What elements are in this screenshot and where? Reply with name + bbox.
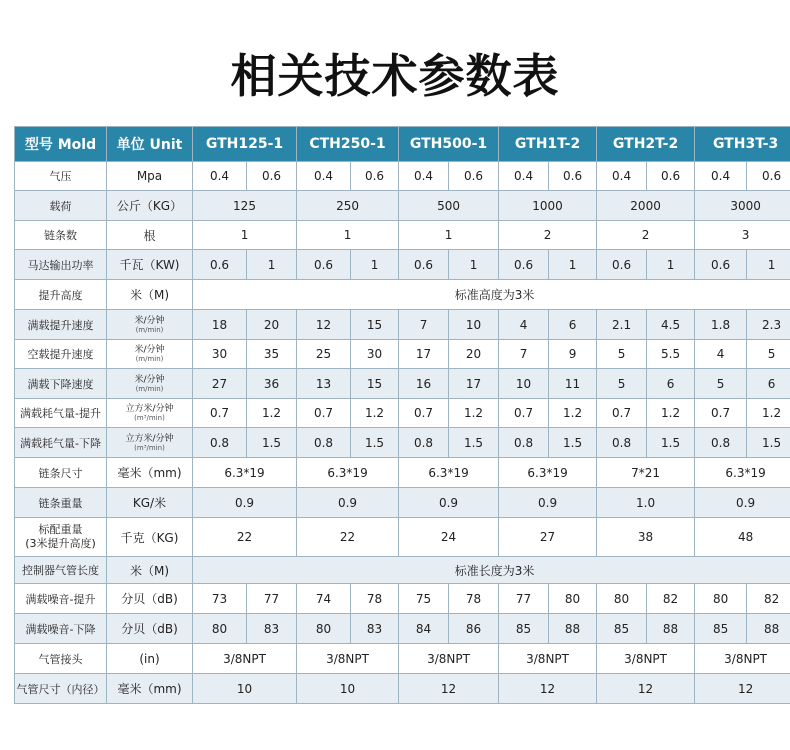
row-value: 1.5 — [549, 428, 597, 458]
row-label: 满载噪音-提升 — [15, 584, 107, 614]
row-value: 10 — [297, 674, 399, 704]
row-value: 85 — [695, 614, 747, 644]
row-value: 0.7 — [499, 399, 549, 428]
row-value: 1 — [399, 221, 499, 250]
row-value: 3/8NPT — [499, 644, 597, 674]
row-unit: 毫米（mm) — [107, 458, 193, 488]
row-value: 1.8 — [695, 310, 747, 340]
row-value: 2 — [499, 221, 597, 250]
row-value: 88 — [549, 614, 597, 644]
row-unit: 毫米（mm) — [107, 674, 193, 704]
row-value: 1 — [647, 250, 695, 280]
row-unit — [107, 369, 193, 399]
row-value: 1 — [297, 221, 399, 250]
row-label: 载荷 — [15, 191, 107, 221]
header-model-col: GTH125-1 — [193, 127, 297, 162]
row-value: 1 — [747, 250, 790, 280]
row-value: 0.8 — [499, 428, 549, 458]
row-value: 1 — [247, 250, 297, 280]
row-connector — [15, 644, 790, 674]
row-label: 气压 — [15, 162, 107, 191]
row-value: 2 — [597, 221, 695, 250]
row-value: 30 — [351, 340, 399, 369]
row-value: 48 — [695, 518, 790, 557]
row-value: 88 — [647, 614, 695, 644]
row-value: 13 — [297, 369, 351, 399]
row-value: 15 — [351, 369, 399, 399]
header-model-col: GTH3T-3 — [695, 127, 790, 162]
row-value: 0.6 — [297, 250, 351, 280]
row-value: 75 — [399, 584, 449, 614]
row-value: 35 — [247, 340, 297, 369]
row-value: 84 — [399, 614, 449, 644]
row-value: 10 — [499, 369, 549, 399]
row-value: 6 — [747, 369, 790, 399]
row-value: 38 — [597, 518, 695, 557]
row-value: 88 — [747, 614, 790, 644]
row-chain-weight — [15, 488, 790, 518]
row-value: 0.4 — [193, 162, 247, 191]
row-value: 73 — [193, 584, 247, 614]
row-value: 0.8 — [597, 428, 647, 458]
spec-table — [14, 126, 790, 704]
row-value: 12 — [297, 310, 351, 340]
row-value: 1.5 — [747, 428, 790, 458]
row-unit-sub: (m³/min) — [134, 443, 165, 452]
row-value: 3 — [695, 221, 790, 250]
row-value: 80 — [695, 584, 747, 614]
row-value: 4 — [695, 340, 747, 369]
row-air-down — [15, 428, 790, 458]
row-hose-size — [15, 674, 790, 704]
row-value: 17 — [399, 340, 449, 369]
row-unit — [107, 428, 193, 458]
row-value: 80 — [597, 584, 647, 614]
row-value: 12 — [399, 674, 499, 704]
row-value: 6.3*19 — [193, 458, 297, 488]
row-full-up — [15, 310, 790, 340]
row-value: 1000 — [499, 191, 597, 221]
row-value: 0.4 — [399, 162, 449, 191]
row-value: 0.6 — [351, 162, 399, 191]
row-value: 0.6 — [549, 162, 597, 191]
row-value: 0.4 — [499, 162, 549, 191]
row-value: 1.2 — [647, 399, 695, 428]
row-value: 1.5 — [247, 428, 297, 458]
row-value: 标准长度为3米 — [193, 557, 790, 584]
row-label: 满载噪音-下降 — [15, 614, 107, 644]
row-value: 0.6 — [399, 250, 449, 280]
page-title: 相关技术参数表 — [230, 49, 560, 103]
row-unit: (in) — [107, 644, 193, 674]
row-value: 1.5 — [449, 428, 499, 458]
row-label: 空载提升速度 — [15, 340, 107, 369]
row-value: 0.6 — [747, 162, 790, 191]
row-weight — [15, 518, 790, 557]
row-label: 控制器气管长度 — [15, 557, 107, 584]
row-value: 12 — [499, 674, 597, 704]
row-empty-up — [15, 340, 790, 369]
row-value: 0.4 — [597, 162, 647, 191]
row-full-down — [15, 369, 790, 399]
row-unit — [107, 399, 193, 428]
row-value: 77 — [247, 584, 297, 614]
row-unit: KG/米 — [107, 488, 193, 518]
row-value: 22 — [193, 518, 297, 557]
row-label: 马达输出功率 — [15, 250, 107, 280]
row-value: 20 — [449, 340, 499, 369]
row-value: 0.8 — [193, 428, 247, 458]
row-value: 1.2 — [449, 399, 499, 428]
header-model: 型号 Mold — [15, 127, 107, 162]
row-label: 链条尺寸 — [15, 458, 107, 488]
row-value: 7*21 — [597, 458, 695, 488]
row-label: 提升高度 — [15, 280, 107, 310]
row-value: 17 — [449, 369, 499, 399]
row-value: 5 — [695, 369, 747, 399]
row-value: 83 — [247, 614, 297, 644]
header-unit: 单位 Unit — [107, 127, 193, 162]
row-value: 5 — [597, 369, 647, 399]
row-value: 0.9 — [193, 488, 297, 518]
row-value: 10 — [193, 674, 297, 704]
row-value: 16 — [399, 369, 449, 399]
header-model-col: GTH1T-2 — [499, 127, 597, 162]
row-unit: 千瓦（KW) — [107, 250, 193, 280]
row-value: 2.1 — [597, 310, 647, 340]
row-value: 6 — [647, 369, 695, 399]
row-value: 74 — [297, 584, 351, 614]
row-unit: 分贝（dB) — [107, 614, 193, 644]
row-value: 77 — [499, 584, 549, 614]
row-value: 0.7 — [695, 399, 747, 428]
row-unit-main: 立方米/分钟 — [125, 433, 174, 444]
row-value: 1 — [351, 250, 399, 280]
row-value: 0.9 — [499, 488, 597, 518]
header-model-col: GTH500-1 — [399, 127, 499, 162]
row-value: 1.2 — [351, 399, 399, 428]
row-chains — [15, 221, 790, 250]
row-value: 0.4 — [695, 162, 747, 191]
row-unit: 米（M) — [107, 280, 193, 310]
row-unit: Mpa — [107, 162, 193, 191]
row-value: 78 — [351, 584, 399, 614]
header-model-col: CTH250-1 — [297, 127, 399, 162]
row-value: 7 — [399, 310, 449, 340]
row-unit: 米（M) — [107, 557, 193, 584]
row-noise-up — [15, 584, 790, 614]
row-value: 500 — [399, 191, 499, 221]
row-load — [15, 191, 790, 221]
row-value: 6.3*19 — [399, 458, 499, 488]
row-value: 0.6 — [449, 162, 499, 191]
row-value: 4.5 — [647, 310, 695, 340]
row-value: 0.9 — [695, 488, 790, 518]
row-value: 0.8 — [297, 428, 351, 458]
row-unit: 千克（KG) — [107, 518, 193, 557]
row-value: 1 — [549, 250, 597, 280]
row-value: 10 — [449, 310, 499, 340]
row-pressure — [15, 162, 790, 191]
row-value: 0.9 — [399, 488, 499, 518]
row-unit: 公斤（KG） — [107, 191, 193, 221]
row-value: 3/8NPT — [597, 644, 695, 674]
row-value: 3/8NPT — [399, 644, 499, 674]
row-value: 3/8NPT — [193, 644, 297, 674]
row-value: 11 — [549, 369, 597, 399]
row-unit-sub: (m/min) — [135, 325, 164, 334]
row-label-line1: 标配重量 — [38, 523, 83, 536]
row-chain-size — [15, 458, 790, 488]
row-value: 标准高度为3米 — [193, 280, 790, 310]
row-value: 80 — [297, 614, 351, 644]
row-value: 82 — [647, 584, 695, 614]
row-value: 1.2 — [247, 399, 297, 428]
row-unit-sub: (m/min) — [135, 355, 164, 363]
row-value: 0.9 — [297, 488, 399, 518]
row-value: 1 — [193, 221, 297, 250]
row-label: 满载耗气量-提升 — [15, 399, 107, 428]
row-value: 9 — [549, 340, 597, 369]
row-value: 3000 — [695, 191, 790, 221]
row-label-line2: (3米提升高度) — [25, 537, 96, 550]
row-noise-down — [15, 614, 790, 644]
row-value: 0.7 — [297, 399, 351, 428]
row-value: 250 — [297, 191, 399, 221]
row-unit-main: 米/分钟 — [134, 345, 165, 355]
row-value: 1.2 — [747, 399, 790, 428]
row-value: 24 — [399, 518, 499, 557]
row-value: 1 — [449, 250, 499, 280]
row-value: 0.6 — [597, 250, 647, 280]
row-air-up — [15, 399, 790, 428]
row-value: 6.3*19 — [297, 458, 399, 488]
row-value: 1.2 — [549, 399, 597, 428]
row-value: 30 — [193, 340, 247, 369]
row-value: 6.3*19 — [695, 458, 790, 488]
row-unit-sub: (m³/min) — [134, 414, 165, 422]
row-value: 4 — [499, 310, 549, 340]
row-value: 80 — [549, 584, 597, 614]
row-value: 0.8 — [695, 428, 747, 458]
row-value: 6 — [549, 310, 597, 340]
row-value: 27 — [193, 369, 247, 399]
row-value: 15 — [351, 310, 399, 340]
row-value: 27 — [499, 518, 597, 557]
row-value: 7 — [499, 340, 549, 369]
row-value: 86 — [449, 614, 499, 644]
row-value: 80 — [193, 614, 247, 644]
row-value: 2000 — [597, 191, 695, 221]
row-value: 85 — [597, 614, 647, 644]
row-unit: 分贝（dB) — [107, 584, 193, 614]
row-label — [15, 518, 107, 557]
row-value: 6.3*19 — [499, 458, 597, 488]
row-value: 0.6 — [695, 250, 747, 280]
row-value: 18 — [193, 310, 247, 340]
row-value: 22 — [297, 518, 399, 557]
row-hose-length — [15, 557, 790, 584]
row-unit-main: 米/分钟 — [134, 374, 165, 385]
header-model-col: GTH2T-2 — [597, 127, 695, 162]
row-value: 0.4 — [297, 162, 351, 191]
row-value: 12 — [597, 674, 695, 704]
header-row — [15, 127, 790, 162]
row-value: 2.3 — [747, 310, 790, 340]
row-value: 0.6 — [247, 162, 297, 191]
row-value: 12 — [695, 674, 790, 704]
row-value: 0.6 — [499, 250, 549, 280]
row-value: 0.6 — [193, 250, 247, 280]
row-unit-sub: (m/min) — [135, 384, 164, 393]
row-unit — [107, 310, 193, 340]
row-value: 82 — [747, 584, 790, 614]
row-value: 125 — [193, 191, 297, 221]
row-label: 气管接头 — [15, 644, 107, 674]
row-label: 链条数 — [15, 221, 107, 250]
row-value: 0.7 — [193, 399, 247, 428]
row-value: 5 — [747, 340, 790, 369]
row-value: 5.5 — [647, 340, 695, 369]
row-value: 25 — [297, 340, 351, 369]
row-value: 5 — [597, 340, 647, 369]
row-motor — [15, 250, 790, 280]
row-unit-main: 立方米/分钟 — [125, 404, 174, 414]
row-value: 0.7 — [399, 399, 449, 428]
row-value: 1.5 — [647, 428, 695, 458]
row-value: 20 — [247, 310, 297, 340]
row-value: 0.8 — [399, 428, 449, 458]
row-label: 气管尺寸（内径） — [15, 674, 107, 704]
row-unit: 根 — [107, 221, 193, 250]
row-lift-height — [15, 280, 790, 310]
row-value: 83 — [351, 614, 399, 644]
row-label: 满载下降速度 — [15, 369, 107, 399]
row-label: 满载耗气量-下降 — [15, 428, 107, 458]
row-value: 1.5 — [351, 428, 399, 458]
row-value: 3/8NPT — [297, 644, 399, 674]
row-value: 78 — [449, 584, 499, 614]
row-unit-main: 米/分钟 — [134, 315, 165, 326]
row-value: 0.6 — [647, 162, 695, 191]
row-value: 3/8NPT — [695, 644, 790, 674]
row-unit — [107, 340, 193, 369]
row-value: 1.0 — [597, 488, 695, 518]
row-value: 85 — [499, 614, 549, 644]
row-value: 36 — [247, 369, 297, 399]
row-label: 满载提升速度 — [15, 310, 107, 340]
row-label: 链条重量 — [15, 488, 107, 518]
row-value: 0.7 — [597, 399, 647, 428]
